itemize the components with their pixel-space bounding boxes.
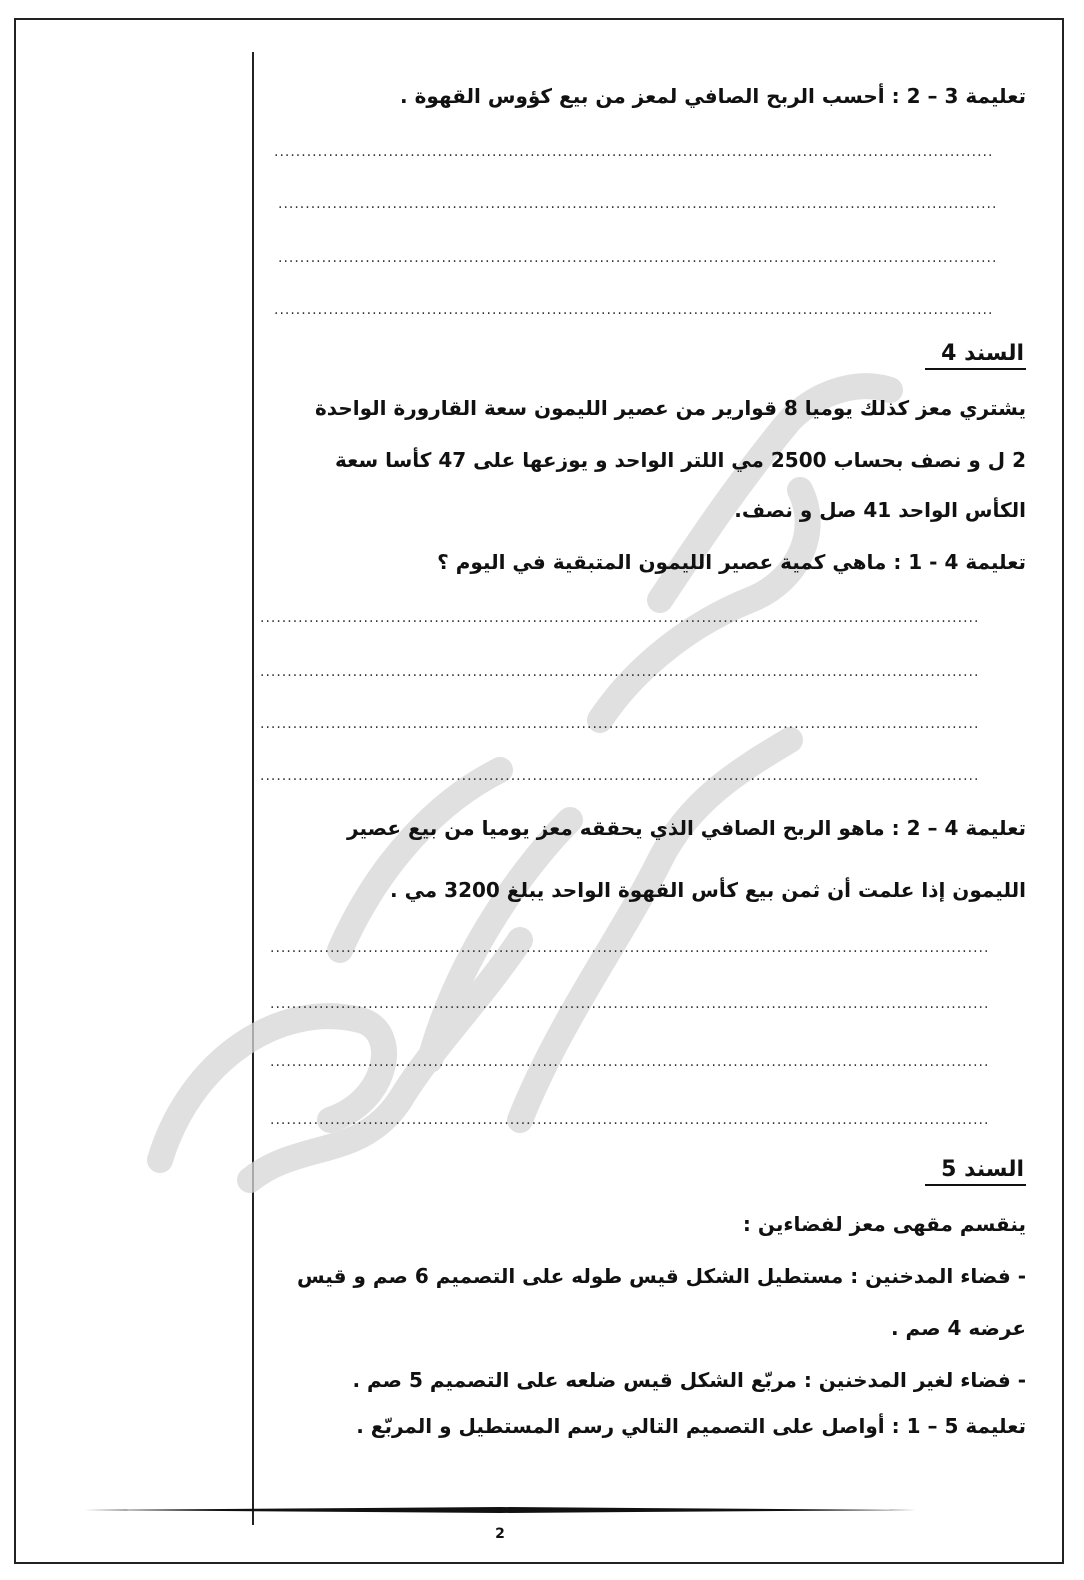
instruction-3-2: تعليمة 3 – 2 : أحسب الربح الصافي لمعز من بيع كؤوس القهوة . [400, 84, 1026, 108]
page-number: 2 [495, 1526, 505, 1542]
answer-line[interactable]: .................................................................................................................................... [270, 996, 990, 1012]
answer-line[interactable]: .................................................................................................................................... [260, 716, 980, 732]
instruction-4-2-line: تعليمة 4 – 2 : ماهو الربح الصافي الذي يحققه معز يوميا من بيع عصير [347, 816, 1026, 840]
answer-line[interactable]: .................................................................................................................................... [270, 940, 990, 956]
instruction-4-2-line: الليمون إذا علمت أن ثمن بيع كأس القهوة الواحد يبلغ 3200 مي . [390, 878, 1026, 902]
margin-line [252, 52, 254, 1525]
answer-line[interactable]: .................................................................................................................................... [270, 1054, 990, 1070]
sanad-5-item-1-line: عرضه 4 صم . [891, 1316, 1026, 1340]
sanad-5-heading [925, 1156, 1026, 1184]
sanad-5-heading-text: السند 5 [925, 1157, 1026, 1186]
answer-line[interactable]: .................................................................................................................................... [260, 610, 980, 626]
answer-line[interactable]: .................................................................................................................................... [274, 144, 994, 160]
sanad-4-text-line: يشتري معز كذلك يوميا 8 قوارير من عصير الليمون سعة القارورة الواحدة [314, 396, 1026, 420]
instruction-4-1: تعليمة 4 - 1 : ماهي كمية عصير الليمون المتبقية في اليوم ؟ [437, 550, 1026, 574]
answer-line[interactable]: .................................................................................................................................... [260, 768, 980, 784]
answer-line[interactable]: .................................................................................................................................... [270, 1112, 990, 1128]
sanad-4-text-line: 2 ل و نصف بحساب 2500 مي اللتر الواحد و يوزعها على 47 كأسا سعة [335, 448, 1026, 472]
sanad-5-item-2: - فضاء لغير المدخنين : مربّع الشكل قيس ضلعه على التصميم 5 صم . [352, 1368, 1026, 1392]
answer-line[interactable]: .................................................................................................................................... [274, 302, 994, 318]
sanad-4-heading [925, 340, 1026, 368]
answer-line[interactable]: .................................................................................................................................... [260, 664, 980, 680]
sanad-5-item-1-line: - فضاء المدخنين : مستطيل الشكل قيس طوله على التصميم 6 صم و قيس [296, 1264, 1026, 1288]
instruction-5-1: تعليمة 5 – 1 : أواصل على التصميم التالي رسم المستطيل و المربّع . [356, 1414, 1026, 1438]
sanad-4-heading-text: السند 4 [925, 341, 1026, 370]
footer-rule [84, 1506, 916, 1514]
sanad-5-intro: ينقسم مقهى معز لفضاءين : [742, 1212, 1026, 1236]
answer-line[interactable]: .................................................................................................................................... [278, 250, 998, 266]
sanad-4-text-line: الكأس الواحد 41 صل و نصف. [734, 498, 1026, 522]
answer-line[interactable]: .................................................................................................................................... [278, 196, 998, 212]
